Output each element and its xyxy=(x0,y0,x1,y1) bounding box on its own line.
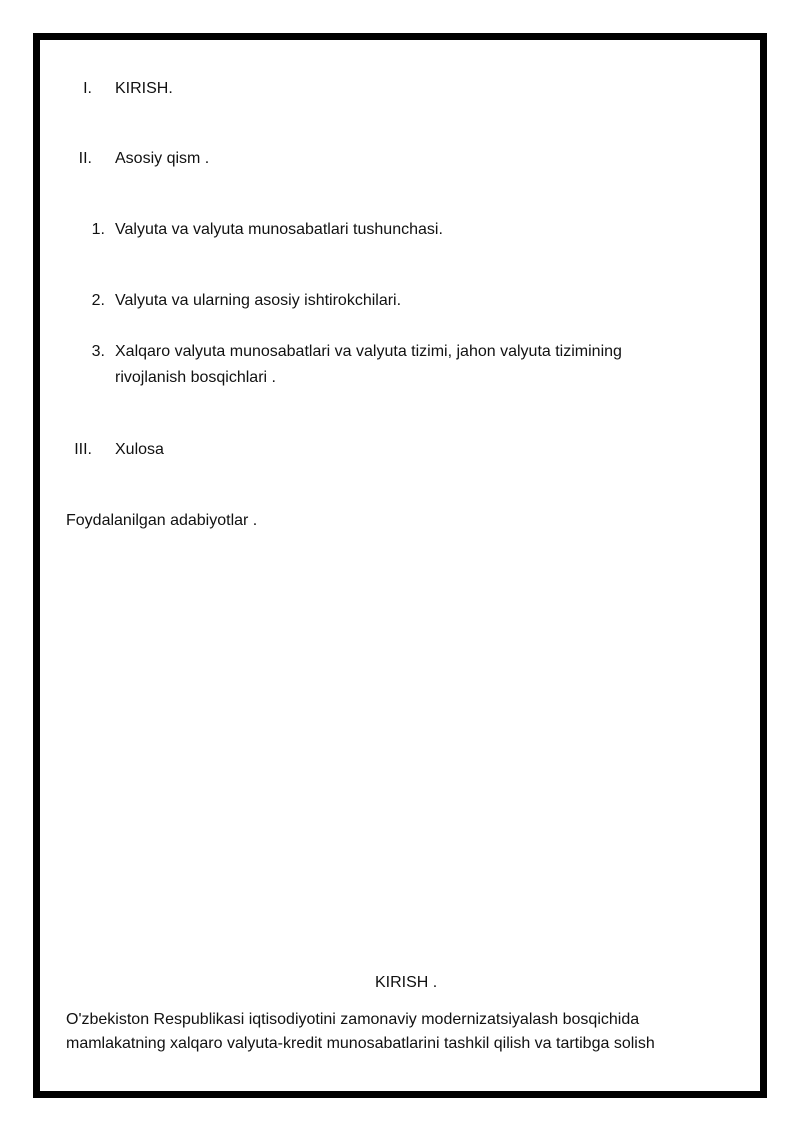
toc-sub-item-2: Valyuta va ularning asosiy ishtirokchilari. xyxy=(115,292,402,309)
toc-sub-item-3-line2: rivojlanish bosqichlari . xyxy=(115,369,276,386)
toc-sub-marker-2: 2. xyxy=(91,292,105,309)
intro-paragraph-line1: O'zbekiston Respublikasi iqtisodiyotini zamonaviy modernizatsiyalash bosqichida xyxy=(66,1011,640,1028)
toc-sub-item-3-line1: Xalqaro valyuta munosabatlari va valyuta tizimi, jahon valyuta tizimining xyxy=(115,343,622,360)
toc-marker-3: III. xyxy=(74,441,92,458)
toc-sub-marker-3: 3. xyxy=(91,343,105,360)
toc-marker-2: II. xyxy=(78,150,92,167)
toc-item-kirish: KIRISH. xyxy=(115,80,173,97)
toc-sub-marker-1: 1. xyxy=(91,221,105,238)
toc-marker-1: I. xyxy=(83,80,92,97)
intro-heading: KIRISH . xyxy=(375,974,438,991)
page-frame xyxy=(33,33,767,1098)
toc-item-asosiy-qism: Asosiy qism . xyxy=(115,150,210,167)
intro-paragraph-line2: mamlakatning xalqaro valyuta-kredit munosabatlarini tashkil qilish va tartibga solish xyxy=(66,1035,655,1052)
toc-item-xulosa: Xulosa xyxy=(115,441,164,458)
toc-references: Foydalanilgan adabiyotlar . xyxy=(66,512,258,529)
toc-sub-item-1: Valyuta va valyuta munosabatlari tushunchasi. xyxy=(115,221,443,238)
